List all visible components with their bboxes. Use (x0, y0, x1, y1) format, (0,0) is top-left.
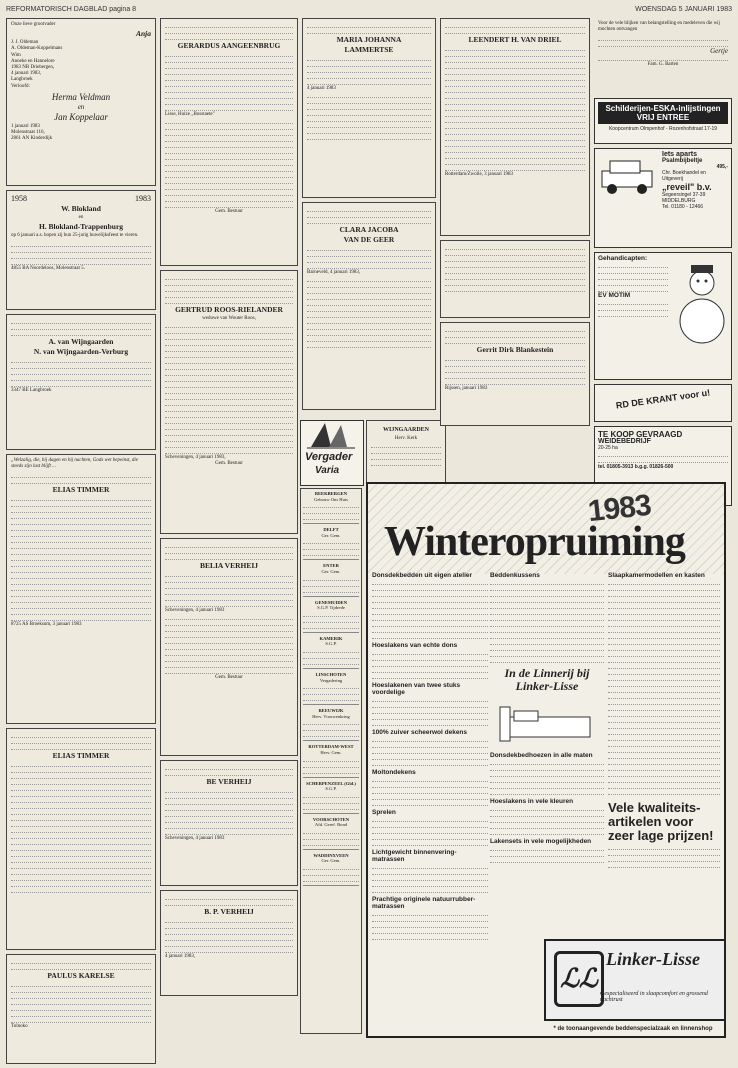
address-line: Molenstraat 116, (11, 130, 45, 136)
vergader-varia-badge (300, 420, 364, 486)
agenda-venue: Afd. Geref. Bond (314, 822, 348, 828)
agenda-venue: Herv. Vrouwenkring (312, 713, 350, 719)
announcement-blankestein (440, 322, 590, 426)
ad-subtitle: Psalmbijbeltje (662, 158, 703, 164)
signature: Gem. Bestuur (215, 209, 243, 215)
anniversary-years (11, 194, 151, 203)
date-line: Barneveld, 4 januari 1983, (307, 270, 361, 275)
agenda-town: VOORSCHOTEN (312, 816, 350, 822)
place-line: 8725 AS Broeksum, 3 januari 1983 (11, 622, 82, 628)
text-line: 4 januari 1983, (11, 71, 42, 77)
ad-winteropruiming (366, 482, 726, 1038)
text-line: Verloofd: (11, 83, 30, 89)
announcement-van-de-geer (302, 202, 436, 410)
announcement-roos (160, 270, 298, 534)
date-line: 4 januari 1983 (307, 86, 336, 91)
anniversary-address: 4855 BA Noordeloos, Molenstraat 5. (11, 266, 85, 272)
ad-size: 20-25 ha (598, 445, 618, 451)
section-heading: Sprelen (372, 809, 396, 816)
column-4 (440, 18, 590, 430)
text-line: Anneke en Hannelore (11, 58, 55, 64)
deceased-name-2: VAN DE GEER (343, 235, 395, 244)
agenda-town: WIJNGAARDEN (382, 427, 429, 433)
agenda-town: GENEMUIDEN (314, 599, 348, 605)
deceased-name: ELIAS TIMMER (52, 485, 110, 495)
ad-shop: Chr. Boekhandel en Uitgeverij (662, 170, 706, 182)
section-heading: Beddenkussens (490, 572, 540, 579)
logo-text: Linker-Lisse (606, 949, 700, 969)
announcement-death-1 (6, 314, 156, 450)
engaged-name-1: Herma Veldman (51, 91, 111, 102)
agenda-wijngaarden (366, 420, 446, 486)
agenda-entry (303, 853, 359, 886)
agenda-venue: Ger. Gem. (321, 532, 341, 538)
ad-address: Segeersingel 37-39 MIDDELBURG (662, 192, 706, 204)
thanks-text: Voor de vele blijken van belangstelling en medeleven die wij mochten ontvangen (598, 21, 720, 33)
ad-title: Winteropruiming (384, 519, 685, 565)
agenda-venue: S.G.P. (325, 641, 337, 647)
agenda-town: DELFT (323, 527, 339, 533)
agenda-entry (303, 781, 359, 814)
agenda-town: KAMERIK (319, 635, 343, 641)
section-heading: 100% zuiver scheerwol dekens (372, 729, 468, 736)
ad-column-3 (608, 569, 720, 869)
place-line: Rotterdam/Zwolle, 3 januari 1983 (445, 172, 514, 177)
flags-icon (301, 421, 361, 451)
agenda-entry (303, 708, 359, 741)
agenda-entry (303, 636, 359, 669)
ll-mark-icon: ℒℒ (554, 951, 604, 1007)
section-heading: Donsdekbedden uit eigen atelier (372, 572, 473, 579)
announcement-lines (11, 22, 151, 90)
deceased-name: GERTRUD ROOS-RIELANDER (175, 305, 283, 314)
place-line: Tolnoko (11, 1024, 28, 1029)
signature: Gem. Bestuur (215, 675, 243, 681)
snowman-icon (677, 263, 727, 359)
ad-rd-krant (594, 384, 732, 422)
ad-psalmbijbeltje (594, 148, 732, 248)
announcement-aangeenbrug (160, 18, 298, 266)
ad-phone: tel. 01805-3913 b.g.g. 01826-500 (598, 464, 674, 470)
logo-tagline: Gespecialiseerd in slaapcomfort en grossend nachtrust (600, 991, 708, 1003)
ad-shop-name: „reveil" b.v. (662, 182, 712, 192)
ad-eska-address: Koopcentrum Olmpenhof - Rozenhofstraat 17-19 (608, 126, 718, 132)
announcement-death-4 (6, 954, 156, 1064)
deceased-name: ELIAS TIMMER (52, 751, 110, 760)
couple-name-1: W. Blokland (61, 204, 101, 213)
ad-footer: * de toonaangevende beddenspecialzaak en linnenshop (553, 1026, 713, 1032)
agenda-town: SCHERPENZEEL (Gld.) (306, 780, 356, 786)
thanks-notice (440, 240, 590, 318)
agenda-entry (303, 817, 359, 850)
announcement-belia (160, 538, 298, 756)
text-line: Langbroek (11, 77, 33, 83)
text-line: A. Oldeman-Koppelmans (11, 46, 63, 52)
date-line: Scheveningen, 4 januari 1983 (165, 836, 225, 841)
agenda-town: ROTTERDAM-WEST (308, 744, 354, 750)
place-line: 3347 BE Langbroek (11, 388, 52, 393)
agenda-venue: Herv. Kerk (394, 436, 418, 441)
year-end: 1983 (135, 194, 151, 203)
section-heading: Prachtige originele natuurrubber-matrassen (372, 896, 476, 910)
deceased-name: BELIA VERHEIJ (199, 561, 258, 570)
meeting-agenda (300, 488, 362, 1034)
column-1 (6, 18, 156, 1068)
agenda-venue: S.G.P. (325, 786, 337, 792)
announcement-lammertse (302, 18, 436, 198)
engaged-and: en (77, 102, 85, 111)
announcement-death-3 (6, 728, 156, 950)
announcement-be (160, 760, 298, 886)
ad-eska (594, 98, 732, 144)
agenda-venue: Gebouw Ons Huis (314, 496, 348, 502)
section-heading: Lichtgewicht binnenvering-matrassen (372, 849, 457, 863)
place-line: Lisse, Huize „Bosstaete" (165, 112, 215, 117)
agenda-venue: S.G.P. Tijdrede (317, 605, 345, 611)
agenda-venue: Herv. Gem. (320, 749, 342, 755)
ad-subtitle: EV MOTIM (598, 292, 631, 299)
column-3 (302, 18, 436, 414)
linker-lisse-logo (544, 939, 726, 1021)
section-heading: Slaapkamermodellen en kasten (608, 572, 705, 579)
date-line: Rijssen, januari 1983 (445, 386, 488, 391)
ad-phone: Tel. 01180 - 12466 (662, 204, 704, 210)
page-header-right: WOENSDAG 5 JANUARI 1983 (635, 6, 732, 13)
date-line: 4 januari 1983, (165, 954, 196, 959)
agenda-entry (303, 491, 359, 524)
anniversary-text: op 6 januari a.s. hopen zij hun 25-jarig huwelijksfeest te vieren. (11, 233, 139, 239)
announcement-death-2 (6, 454, 156, 724)
date-line: Scheveningen, 4 januari 1983, (165, 455, 226, 461)
year-start: 1958 (11, 194, 27, 203)
agenda-entry (303, 527, 359, 560)
deceased-name: PAULUS KARELSE (47, 971, 115, 980)
deceased-name-2: LAMMERTSE (344, 45, 394, 54)
agenda-entry (303, 600, 359, 633)
page-header (6, 6, 732, 16)
ad-year: 1983 (586, 488, 653, 529)
deceased-name-1: MARIA JOHANNA (336, 35, 402, 44)
agenda-town: REEUWIJK (318, 708, 344, 714)
text-line: J. J. Oldeman (11, 40, 39, 46)
column-2 (160, 18, 298, 1000)
vergader-title: Vergader (305, 451, 353, 463)
section-heading: Moltondekens (372, 769, 416, 776)
section-heading: Hoeslakenen van twee stuks voordelige (372, 682, 461, 696)
ad-title: TE KOOP GEVRAAGD (598, 430, 683, 439)
deceased-name: B. P. VERHEIJ (204, 907, 254, 916)
announcement-anniversary (6, 190, 156, 310)
agenda-entry (303, 744, 359, 777)
agenda-venue: Ger. Gem. (321, 568, 341, 574)
deceased-name-1: CLARA JACOBA (339, 225, 399, 234)
linnerij-heading: In de Linnerij bij Linker-Lisse (504, 666, 590, 693)
text-line: 1983 NB Driebergen, (11, 65, 55, 71)
ad-eska-title: Schilderijen-ESKA-inlijstingen VRIJ ENTREE (598, 102, 728, 124)
name-line: Anja (135, 29, 151, 39)
deceased-name: LEENDERT H. VAN DRIEL (468, 35, 562, 44)
text-line: Wim (11, 52, 21, 58)
car-icon (598, 157, 656, 197)
agenda-entry (303, 563, 359, 596)
announcement-birth (6, 18, 156, 186)
announcement-bp (160, 890, 298, 996)
column-5 (594, 18, 732, 510)
agenda-venue: Vergadering (319, 677, 343, 683)
deceased-name: BE VERHEIJ (206, 777, 252, 786)
section-heading: Donsdekbedhoezen in alle maten (490, 751, 593, 759)
deceased-name-2: N. van Wijngaarden-Verburg (33, 347, 129, 356)
agenda-venue: Ger. Gem. (321, 858, 341, 864)
ad-title: Iets aparts (662, 151, 698, 158)
agenda-town: BEEKBERGEN (314, 491, 348, 496)
ad-subtitle: WEIDEBEDRIJF (598, 438, 651, 445)
deceased-name: Gerrit Dirk Blankestein (476, 345, 554, 354)
page-header-left: REFORMATORISCH DAGBLAD pagina 8 (6, 6, 137, 13)
bible-quote: „Welzalig, die, bij dagen en bij nachten, Gods wet bepeinst, die steeds zijn lust blijft ... (11, 458, 139, 470)
couple-name-2: H. Blokland-Trappenburg (38, 222, 124, 232)
text-line: Onze lieve grootvader (11, 22, 56, 27)
ad-price: 495,- (716, 164, 728, 170)
section-heading: Lakensets in vele mogelijkheden (490, 837, 592, 845)
thanks-name: Gertje (710, 47, 728, 56)
ad-title: Gehandicapten: (598, 255, 648, 262)
announcement-van-driel (440, 18, 590, 236)
deceased-name-1: A. van Wijngaarden (48, 337, 114, 346)
address-line: 2861 AN Kinderdijk (11, 136, 53, 142)
date-line: Scheveningen, 4 januari 1983 (165, 608, 225, 613)
agenda-town: LINSCHOTEN (315, 671, 347, 677)
agenda-entry (303, 672, 359, 705)
ad-gehandicapten (594, 252, 732, 380)
section-heading: Hoeslakens van echte dons (372, 642, 458, 649)
deceased-name: GERARDUS AANGEENBRUG (177, 41, 281, 50)
ad-tagline: Vele kwaliteits-artikelen voor zeer lage prijzen! (608, 800, 714, 843)
varia-title: Varia (315, 465, 340, 476)
agenda-town: ENTER (323, 563, 339, 569)
thanks-family: Fam. G. Barten (647, 61, 679, 67)
bed-icon (490, 697, 600, 747)
signature: Gem. Bestuur (215, 461, 243, 467)
address-line: 1 januari 1983 (11, 124, 40, 130)
thanks-barten (594, 18, 732, 94)
agenda-town: WADDINXVEEN (313, 852, 349, 858)
ad-column-1 (372, 569, 488, 941)
couple-and: en (78, 215, 84, 220)
deceased-sub: weduwe van Wouter Roos, (202, 316, 256, 321)
section-heading: Hoeslakens in vele kleuren (490, 797, 574, 805)
ad-title: RD DE KRANT voor u! (615, 387, 711, 411)
ad-column-2 (490, 569, 604, 864)
engaged-name-2: Jan Koppelaar (54, 112, 108, 123)
